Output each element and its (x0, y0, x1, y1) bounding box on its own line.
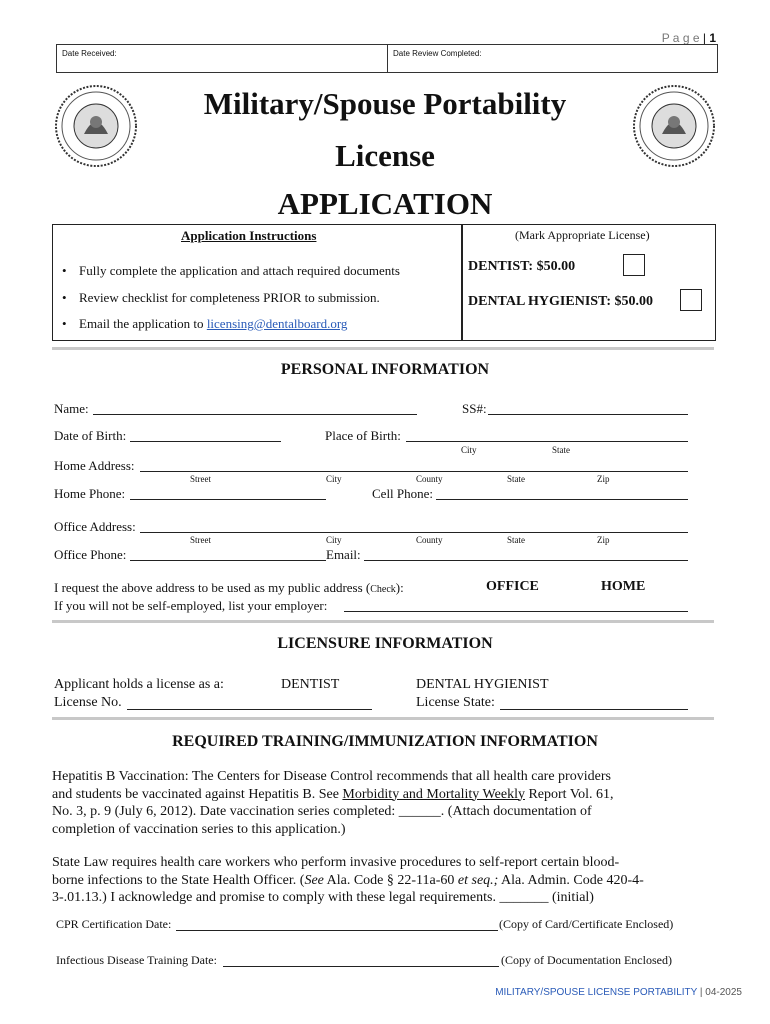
dentist-checkbox[interactable] (623, 254, 645, 276)
instruction-text: Email the application to (79, 316, 207, 331)
pob-city-caption: City (461, 445, 477, 455)
date-review-completed-label: Date Review Completed: (393, 49, 482, 58)
cell-phone-label: Cell Phone: (372, 486, 434, 501)
city-caption: City (326, 474, 342, 484)
public-address-text-end: ): (395, 580, 404, 595)
zip-caption: Zip (597, 474, 610, 484)
employer-label: If you will not be self-employed, list your employer: (54, 598, 328, 613)
cpr-note: (Copy of Card/Certificate Enclosed) (499, 917, 674, 931)
employer-field[interactable] (344, 611, 688, 612)
public-address-request (54, 580, 404, 596)
home-address-label: Home Address: (54, 458, 135, 473)
cpr-date-field[interactable] (176, 930, 498, 931)
office-address-field[interactable] (140, 532, 688, 533)
state-law-paragraph (52, 854, 644, 907)
pob-field[interactable] (406, 441, 688, 442)
instructions-table (52, 224, 716, 341)
date-received-label: Date Received: (62, 49, 117, 58)
idt-note: (Copy of Documentation Enclosed) (501, 953, 672, 967)
name-label: Name: (54, 401, 89, 416)
home-address-field[interactable] (140, 471, 688, 472)
hygienist-checkbox[interactable] (680, 289, 702, 311)
home-phone-label: Home Phone: (54, 486, 126, 501)
divider (52, 717, 714, 720)
state-caption: State (507, 535, 525, 545)
county-caption: County (416, 474, 443, 484)
hep-line: No. 3, p. 9 (July 6, 2012). Date vaccination series completed: ______. (Attach documentation of (52, 804, 592, 819)
see-text: See (304, 872, 324, 888)
license-no-field[interactable] (127, 709, 372, 710)
hep-line: Hepatitis B Vaccination: The Centers for Disease Control recommends that all health care providers (52, 769, 611, 784)
personal-info-heading: PERSONAL INFORMATION (280, 361, 490, 378)
hygienist-option[interactable]: DENTAL HYGIENIST (416, 677, 549, 692)
page-number-value: 1 (709, 31, 716, 45)
license-state-field[interactable] (500, 709, 688, 710)
public-address-text: I request the above address to be used as my public address ( (54, 580, 371, 595)
footer-text: MILITARY/SPOUSE LICENSE PORTABILITY (495, 987, 698, 998)
email-link[interactable]: licensing@dentalboard.org (206, 316, 348, 331)
ss-field[interactable] (488, 414, 688, 415)
county-caption: County (416, 535, 443, 545)
training-heading: REQUIRED TRAINING/IMMUNIZATION INFORMATION (172, 733, 598, 750)
state-line: 3-.01.13.) I acknowledge and promise to comply with these legal requirements. _______ (initial) (52, 890, 594, 905)
page-label: P a g e (661, 31, 700, 45)
home-option[interactable]: HOME (601, 579, 646, 594)
hygienist-fee-label: DENTAL HYGIENIST: $50.00 (468, 294, 654, 309)
name-field[interactable] (93, 414, 417, 415)
pob-state-caption: State (552, 445, 570, 455)
home-phone-field[interactable] (130, 499, 326, 500)
dob-label: Date of Birth: (54, 428, 127, 443)
office-phone-field[interactable] (130, 560, 326, 561)
hep-line: completion of vaccination series to this application.) (52, 821, 346, 837)
street-caption: Street (190, 474, 211, 484)
email-field[interactable] (364, 560, 688, 561)
instructions-heading: Application Instructions (181, 228, 317, 243)
city-caption: City (326, 535, 342, 545)
state-text: Ala. Code § 22-11a-60 (323, 872, 458, 888)
check-hint: Check (370, 584, 396, 595)
office-option[interactable]: OFFICE (486, 579, 539, 594)
page-number: P a g e | 1 (661, 31, 716, 45)
hepatitis-paragraph (52, 768, 614, 838)
dentist-option[interactable]: DENTIST (281, 677, 340, 692)
instruction-item (79, 316, 347, 332)
office-address-label: Office Address: (54, 519, 136, 534)
hep-text: and students be vaccinated against Hepatitis B. See (52, 786, 343, 802)
footer-sep: | (697, 987, 706, 998)
holds-license-label: Applicant holds a license as a: (54, 677, 224, 692)
divider (52, 347, 714, 350)
et-seq-text: et seq.; (457, 872, 499, 888)
ss-label: SS#: (462, 401, 487, 416)
cell-phone-field[interactable] (436, 499, 688, 500)
hep-text: Report Vol. 61, (524, 786, 614, 802)
license-state-label: License State: (416, 695, 495, 710)
state-line (52, 872, 644, 890)
pob-label: Place of Birth: (325, 428, 401, 443)
mmwr-reference: Morbidity and Mortality Weekly (342, 786, 525, 802)
office-phone-label: Office Phone: (54, 547, 127, 562)
footer (495, 987, 742, 998)
dob-field[interactable] (130, 441, 281, 442)
licensure-heading: LICENSURE INFORMATION (277, 635, 493, 652)
idt-date-field[interactable] (223, 966, 499, 967)
state-text: borne infections to the State Health Officer. ( (52, 872, 305, 888)
title-line-2: License (335, 138, 435, 173)
title-line-1: Military/Spouse Portability (203, 86, 567, 121)
hep-line (52, 786, 614, 804)
state-caption: State (507, 474, 525, 484)
title-line-3: APPLICATION (277, 186, 493, 221)
license-box-heading: (Mark Appropriate License) (515, 228, 650, 242)
instruction-item: • Review checklist for completeness PRIOR to submission. (79, 290, 380, 306)
state-line: State Law requires health care workers who perform invasive procedures to self-report certain blood- (52, 855, 620, 870)
instruction-item: • Fully complete the application and attach required documents (79, 263, 400, 279)
divider (52, 620, 714, 623)
zip-caption: Zip (597, 535, 610, 545)
email-label: Email: (326, 547, 361, 562)
state-text: Ala. Admin. Code 420-4- (498, 872, 644, 888)
idt-label: Infectious Disease Training Date: (56, 953, 217, 967)
footer-date: 04-2025 (705, 987, 742, 998)
cpr-label: CPR Certification Date: (56, 917, 172, 931)
dentist-fee-label: DENTIST: $50.00 (468, 259, 576, 274)
license-no-label: License No. (54, 695, 122, 710)
street-caption: Street (190, 535, 211, 545)
office-use-box (56, 44, 718, 73)
